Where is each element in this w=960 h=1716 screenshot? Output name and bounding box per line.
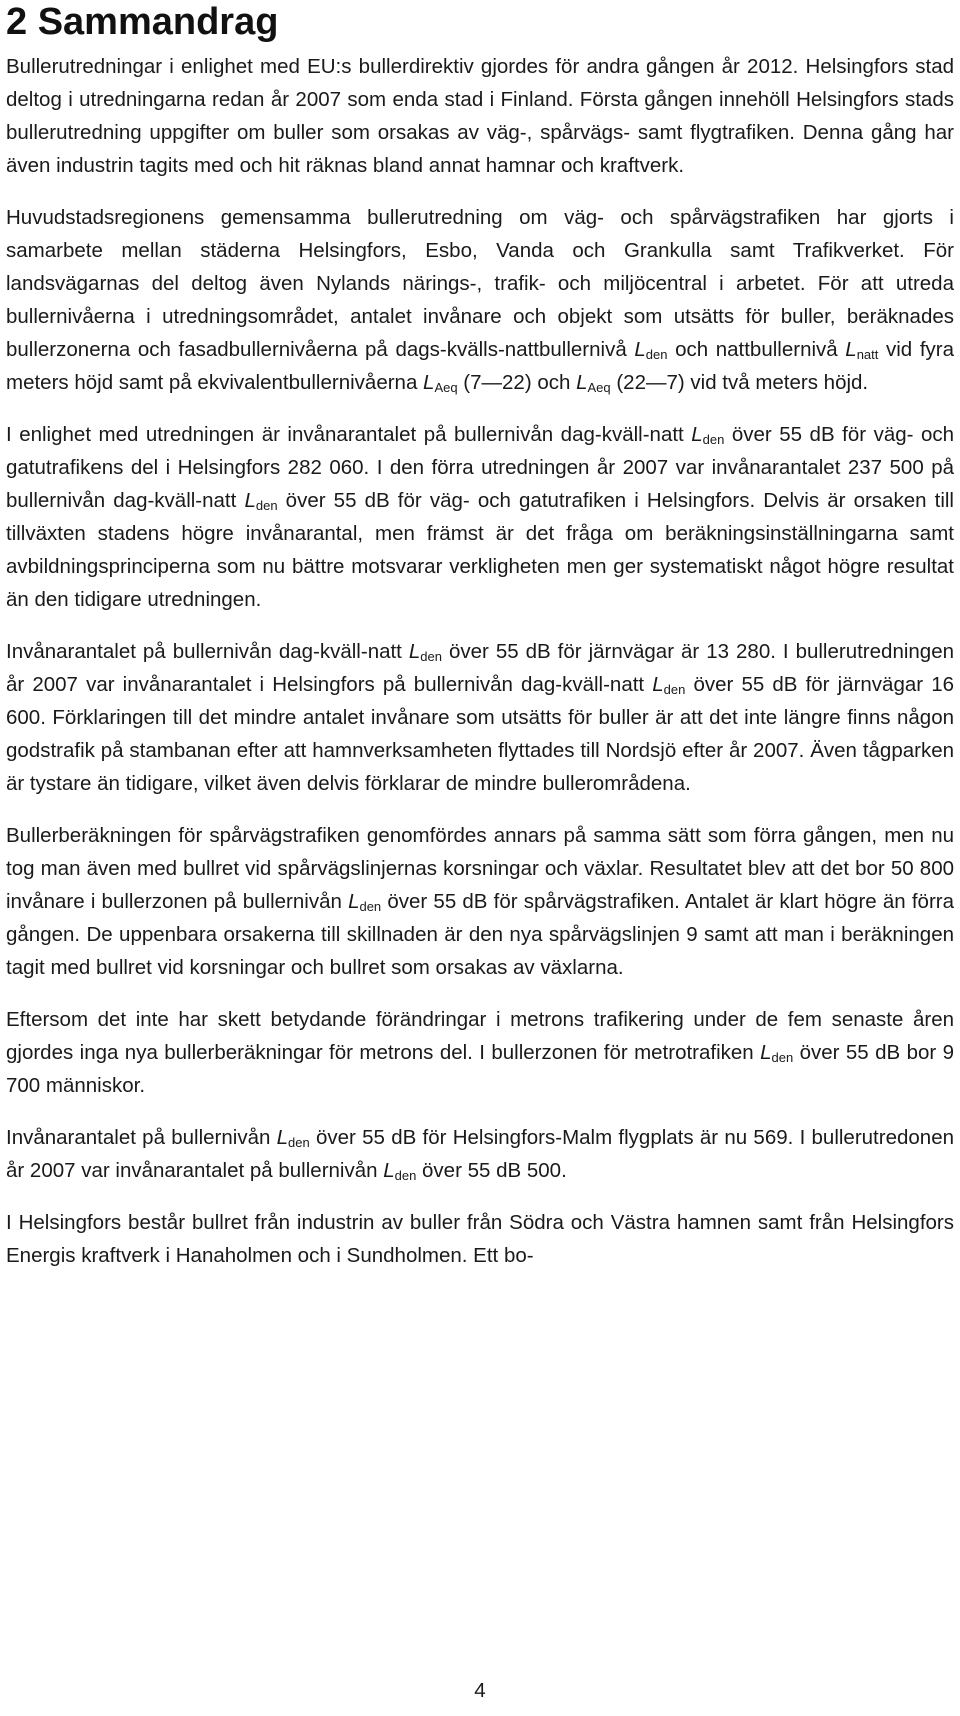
subscript-aeq: Aeq xyxy=(434,380,458,395)
text: över 55 dB för spårvägstrafiken. Antalet är klart högre än förra gången. De uppenbara orsakerna till skillnaden är den nya spårvägslinjen 9 samt att man i beräkningen tagit med bullret vid korsningar och bullret som orsakas av växlarna. xyxy=(6,890,954,979)
subscript-den: den xyxy=(702,432,725,447)
text: (22—7) vid två meters höjd. xyxy=(610,371,869,394)
symbol-l: L xyxy=(634,338,646,361)
text: I Helsingfors består bullret från industrin av buller från Södra och Västra hamnen samt från Helsingfors Energis kraftverk i Hanaholmen och i Sundholmen. Ett bo- xyxy=(6,1211,954,1267)
symbol-l: L xyxy=(576,371,588,394)
subscript-natt: natt xyxy=(856,347,879,362)
paragraph-2 xyxy=(6,201,954,399)
subscript-den: den xyxy=(359,899,382,914)
text: (7—22) och xyxy=(457,371,577,394)
paragraph-1 xyxy=(6,50,954,182)
symbol-l: L xyxy=(760,1041,772,1064)
text: Bullerutredningar i enlighet med EU:s bullerdirektiv gjordes för andra gången år 2012. Helsingfors stad deltog i utredningarna redan år 2007 som enda stad i Finland. Första gången innehöll Helsingfors stads bullerutredning uppgifter om buller som orsakas av väg-, spårvägs- samt flygtrafiken. Denna gång har även industrin tagits med och hit räknas bland annat hamnar och kraftverk. xyxy=(6,55,954,177)
text: Huvudstadsregionens gemensamma bullerutredning om väg- och spårvägstrafiken har gjorts i samarbete mellan städerna Helsingfors, Esbo, Vanda och Grankulla samt Trafikverket. För landsvägarnas del deltog även Nylands närings-, trafik- och miljöcentral i arbetet. För att utreda bullernivåerna i utredningsområdet, antalet invånare och objekt som utsätts för buller, beräknades bullerzonerna och fasadbullernivåerna på dags-kvälls-nattbullernivå xyxy=(6,206,954,361)
paragraph-7 xyxy=(6,1121,954,1187)
text: över 55 dB bor 9 700 människor. xyxy=(6,1041,954,1097)
symbol-l: L xyxy=(383,1159,395,1182)
text: vid fyra meters höjd samt på ekvivalentbullernivåerna xyxy=(6,338,954,394)
symbol-l: L xyxy=(845,338,857,361)
paragraph-3 xyxy=(6,418,954,616)
subscript-den: den xyxy=(420,649,442,664)
text: Eftersom det inte har skett betydande förändringar i metrons trafikering under de fem senaste åren gjordes inga nya bullerberäkningar för metrons del. I bullerzonen för metrotrafiken xyxy=(6,1008,954,1064)
text: Bullerberäkningen för spårvägstrafiken genomfördes annars på samma sätt som förra gången, men nu tog man även med bullret vid spårvägslinjernas korsningar och växlar. Resultatet blev att det bor 50 800 invånare i bullerzonen på bullernivån xyxy=(6,824,954,913)
subscript-den: den xyxy=(255,498,278,513)
document-body xyxy=(6,50,954,1291)
paragraph-4 xyxy=(6,635,954,800)
subscript-den: den xyxy=(771,1050,794,1065)
symbol-l: L xyxy=(691,423,703,446)
text: över 55 dB 500. xyxy=(416,1159,567,1182)
text: över 55 dB för järnvägar 16 600. Förklaringen till det mindre antalet invånare som utsätts för buller är att det inte längre finns någon godstrafik på stambanan efter att hamnverksamheten flyttades till Nordsjö efter år 2007. Även tågparken är tystare än tidigare, vilket även delvis förklarar de mindre bullerområdena. xyxy=(6,673,954,795)
subscript-den: den xyxy=(663,682,686,697)
symbol-l: L xyxy=(244,489,256,512)
paragraph-5 xyxy=(6,819,954,984)
subscript-aeq: Aeq xyxy=(587,380,611,395)
symbol-l: L xyxy=(348,890,360,913)
page-number: 4 xyxy=(474,1679,486,1702)
text: över 55 dB för Helsingfors-Malm flygplats är nu 569. I bullerutredonen år 2007 var invånarantalet på bullernivån xyxy=(6,1126,954,1182)
paragraph-6 xyxy=(6,1003,954,1102)
symbol-l: L xyxy=(423,371,435,394)
subscript-den: den xyxy=(645,347,668,362)
section-heading: 2 Sammandrag xyxy=(6,1,279,43)
text: över 55 dB för väg- och gatutrafikens del i Helsingfors 282 060. I den förra utredningen år 2007 var invånarantalet 237 500 på bullernivån dag-kväll-natt xyxy=(6,423,954,512)
text: och nattbullernivå xyxy=(667,338,846,361)
text: Invånarantalet på bullernivån dag-kväll-natt xyxy=(6,640,409,663)
symbol-l: L xyxy=(408,640,421,663)
text: över 55 dB för järnvägar är 13 280. I bullerutredningen år 2007 var invånarantalet i Helsingfors på bullernivån dag-kväll-natt xyxy=(6,640,954,696)
text: I enlighet med utredningen är invånarantalet på bullernivån dag-kväll-natt xyxy=(6,423,692,446)
symbol-l: L xyxy=(652,673,664,696)
paragraph-8 xyxy=(6,1206,954,1272)
subscript-den: den xyxy=(288,1135,310,1150)
subscript-den: den xyxy=(394,1168,417,1183)
text: över 55 dB för väg- och gatutrafiken i Helsingfors. Delvis är orsaken till tillväxten stadens högre invånarantal, men främst är det fråga om beräkningsinställningarna samt avbildningsprinciperna som nu bättre motsvarar verkligheten men ger systematiskt något högre resultat än den tidigare utredningen. xyxy=(6,489,954,611)
text: Invånarantalet på bullernivån xyxy=(6,1126,277,1149)
symbol-l: L xyxy=(276,1126,289,1149)
